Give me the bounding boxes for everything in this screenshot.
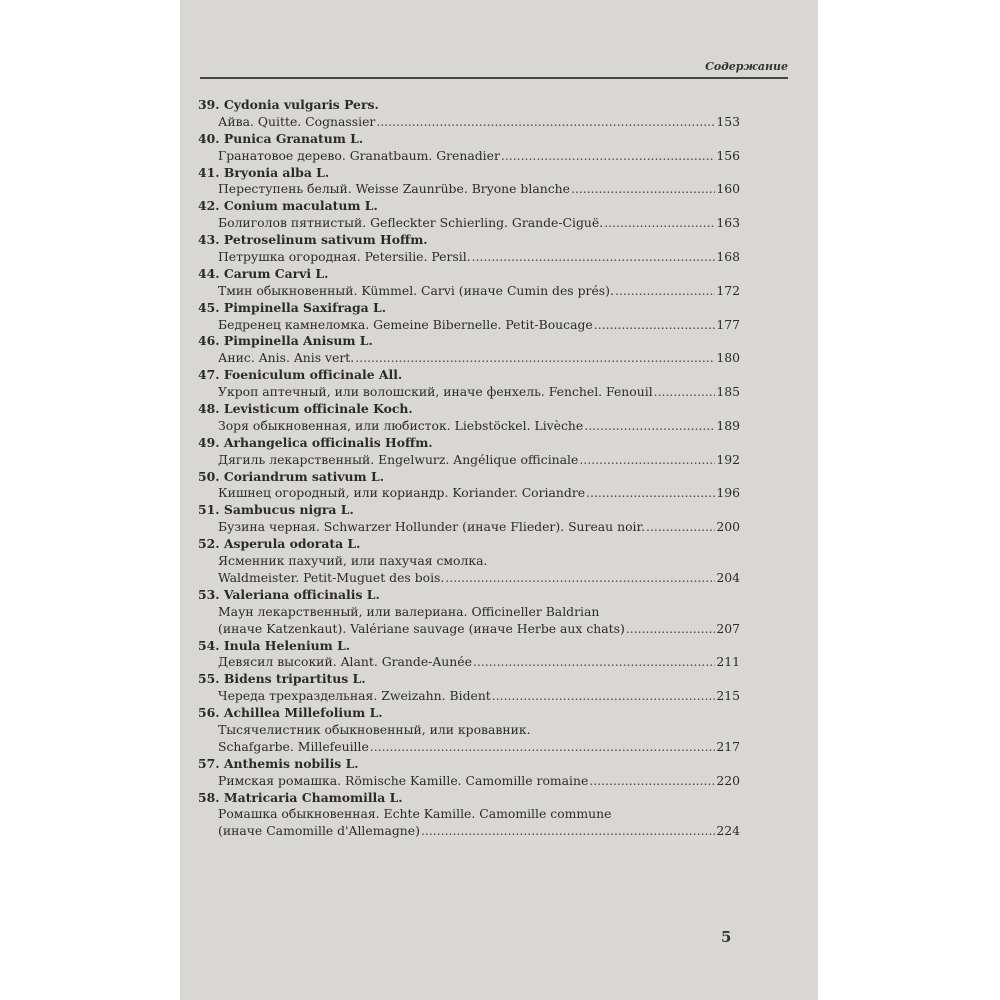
entry-number: 54. (198, 637, 220, 653)
latin-name: Bidens tripartitus L. (223, 671, 366, 687)
toc-entry-title (198, 198, 740, 215)
latin-name: Coriandrum sativum L. (223, 468, 385, 484)
toc-entry-title (198, 502, 740, 519)
common-names-line (198, 384, 740, 401)
latin-name: Bryonia alba L. (223, 164, 330, 180)
toc-entry (198, 536, 740, 587)
page-ref: 200 (716, 519, 740, 535)
entry-number: 53. (198, 586, 220, 602)
entry-number: 39. (198, 97, 220, 112)
toc-entry-title (198, 587, 740, 604)
page-ref: 160 (716, 181, 740, 197)
common-names: Петрушка огородная. Petersilie. Persil. (218, 249, 471, 265)
page-ref: 153 (716, 113, 740, 129)
dot-leader (646, 519, 715, 536)
entry-number: 43. (198, 232, 220, 248)
toc-entry-title (198, 705, 740, 722)
entry-number: 55. (198, 671, 220, 687)
toc-entry (198, 165, 740, 199)
dot-leader (370, 739, 716, 756)
page-ref: 192 (716, 451, 740, 467)
dot-leader (376, 114, 715, 131)
entry-number: 57. (198, 755, 220, 771)
toc-entry (198, 97, 740, 131)
entry-number: 45. (198, 299, 220, 315)
running-head: Содержание (705, 60, 788, 73)
common-names: Тмин обыкновенный. Kümmel. Carvi (иначе Cumin des prés). (218, 282, 614, 298)
entry-number: 49. (198, 434, 220, 450)
toc-entry-title (198, 435, 740, 452)
entry-number: 50. (198, 468, 220, 484)
toc-entry (198, 367, 740, 401)
entry-number: 56. (198, 705, 220, 721)
toc-entry-title (198, 638, 740, 655)
latin-name: Anthemis nobilis L. (223, 755, 359, 771)
toc-entry (198, 266, 740, 300)
toc-entry (198, 671, 740, 705)
entry-number: 41. (198, 164, 220, 180)
dot-leader (571, 181, 715, 198)
latin-name: Matricaria Chamomilla L. (223, 789, 403, 805)
toc-entry (198, 705, 740, 756)
common-names-line (198, 317, 740, 334)
dot-leader (579, 452, 715, 469)
common-names-line (198, 688, 740, 705)
common-names: Болиголов пятнистый. Gefleckter Schierling. Grande-Ciguë. (218, 215, 604, 231)
entry-number: 51. (198, 502, 220, 518)
dot-leader (421, 823, 715, 840)
common-names-line (198, 621, 740, 638)
toc-entry (198, 502, 740, 536)
common-names-line (198, 283, 740, 300)
page-number: 5 (721, 928, 732, 946)
common-names: Дягиль лекарственный. Engelwurz. Angélique officinale (218, 451, 579, 467)
toc-entry-title (198, 266, 740, 283)
dot-leader (492, 688, 716, 705)
entry-number: 52. (198, 536, 220, 552)
common-names-line (198, 114, 740, 131)
table-of-contents (198, 97, 740, 840)
common-names: (иначе Camomille d'Allemagne) (218, 823, 420, 839)
dot-leader (355, 350, 715, 367)
latin-name: Conium maculatum L. (223, 198, 378, 214)
common-names: Череда трехраздельная. Zweizahn. Bident (218, 688, 491, 704)
page-ref: 207 (716, 620, 740, 636)
toc-entry (198, 333, 740, 367)
common-names: Бедренец камнеломка. Gemeine Bibernelle. Petit-Boucage (218, 316, 593, 332)
entry-number: 58. (198, 789, 220, 805)
common-names-line (198, 739, 740, 756)
latin-name: Punica Granatum L. (223, 130, 364, 146)
toc-entry (198, 401, 740, 435)
common-names: (иначе Katzenkaut). Valériane sauvage (иначе Herbe aux chats) (218, 620, 625, 636)
latin-name: Achillea Millefolium L. (223, 705, 383, 721)
latin-name: Inula Helenium L. (223, 637, 351, 653)
page-ref: 168 (716, 249, 740, 265)
common-names: Укроп аптечный, или волошский, иначе фенхель. Fenchel. Fenouil (218, 384, 653, 400)
latin-name: Pimpinella Anisum L. (223, 333, 373, 349)
dot-leader (472, 249, 716, 266)
common-names-line (198, 519, 740, 536)
common-names: Кишнец огородный, или кориандр. Koriander. Coriandre (218, 485, 586, 501)
entry-number: 44. (198, 265, 220, 281)
common-names: Римская ромашка. Römische Kamille. Camomille romaine (218, 772, 589, 788)
common-names-line (198, 570, 740, 587)
dot-leader (586, 485, 715, 502)
common-names-line (198, 215, 740, 232)
common-names-line: Тысячелистник обыкновенный, или кровавник. (218, 721, 531, 737)
common-names: Айва. Quitte. Cognassier (218, 113, 376, 129)
dot-leader (604, 215, 715, 232)
latin-name: Petroselinum sativum Hoffm. (223, 232, 428, 248)
toc-entry (198, 587, 740, 638)
page-ref: 224 (716, 823, 740, 839)
toc-entry (198, 435, 740, 469)
page-ref: 185 (716, 384, 740, 400)
toc-entry-title (198, 401, 740, 418)
common-names-line (198, 181, 740, 198)
latin-name: Levisticum officinale Koch. (223, 401, 413, 417)
page-ref: 196 (716, 485, 740, 501)
dot-leader (615, 283, 715, 300)
toc-entry-title (198, 469, 740, 486)
latin-name: Foeniculum officinale All. (223, 367, 403, 383)
dot-leader (473, 654, 715, 671)
toc-entry (198, 131, 740, 165)
toc-entry-title (198, 671, 740, 688)
common-names: Бузина черная. Schwarzer Hollunder (иначе Flieder). Sureau noir. (218, 519, 646, 535)
toc-entry-title (198, 300, 740, 317)
toc-entry-title (198, 536, 740, 553)
common-names-line (198, 452, 740, 469)
dot-leader (445, 570, 715, 587)
common-names: Анис. Anis. Anis vert. (218, 350, 355, 366)
toc-entry (198, 638, 740, 672)
common-names: Schafgarbe. Millefeuille (218, 738, 369, 754)
common-names: Гранатовое дерево. Granatbaum. Grenadier (218, 147, 500, 163)
toc-entry-title (198, 367, 740, 384)
page-ref: 189 (716, 417, 740, 433)
toc-entry-title (198, 232, 740, 249)
page-ref: 220 (716, 772, 740, 788)
common-names-line (198, 823, 740, 840)
header-rule (200, 77, 788, 79)
common-names-line: Ясменник пахучий, или пахучая смолка. (218, 553, 488, 569)
latin-name: Asperula odorata L. (223, 536, 361, 552)
page-ref: 211 (716, 654, 740, 670)
page-ref: 156 (716, 147, 740, 163)
page-ref: 163 (716, 215, 740, 231)
toc-entry (198, 469, 740, 503)
common-names-line (198, 654, 740, 671)
dot-leader (589, 773, 715, 790)
dot-leader (584, 418, 715, 435)
page-ref: 204 (716, 569, 740, 585)
latin-name: Valeriana officinalis L. (223, 586, 380, 602)
toc-entry-title (198, 333, 740, 350)
page-ref: 215 (716, 688, 740, 704)
dot-leader (654, 384, 716, 401)
toc-entry (198, 232, 740, 266)
entry-number: 42. (198, 198, 220, 214)
common-names: Зоря обыкновенная, или любисток. Liebstöckel. Livèche (218, 417, 584, 433)
toc-entry-title (198, 97, 740, 114)
entry-number: 46. (198, 333, 220, 349)
latin-name: Arhangelica officinalis Hoffm. (223, 434, 433, 450)
common-names-line: Ромашка обыкновенная. Echte Kamille. Camomille commune (218, 806, 612, 822)
latin-name: Carum Carvi L. (223, 265, 329, 281)
latin-name: Pimpinella Saxifraga L. (223, 299, 387, 315)
entry-number: 47. (198, 367, 220, 383)
page-ref: 172 (716, 282, 740, 298)
page-ref: 180 (716, 350, 740, 366)
toc-entry-title (198, 756, 740, 773)
dot-leader (501, 148, 715, 165)
common-names: Девясил высокий. Alant. Grande-Aunée (218, 654, 472, 670)
dot-leader (626, 621, 716, 638)
toc-entry-title (198, 790, 740, 807)
common-names: Waldmeister. Petit-Muguet des bois. (218, 569, 445, 585)
common-names-line (198, 773, 740, 790)
common-names-line (198, 485, 740, 502)
common-names-line (198, 350, 740, 367)
toc-entry-title (198, 131, 740, 148)
book-page (180, 0, 818, 1000)
common-names-line: Маун лекарственный, или валериана. Officineller Baldrian (218, 603, 600, 619)
toc-entry (198, 300, 740, 334)
entry-number: 40. (198, 130, 220, 146)
common-names-line (198, 148, 740, 165)
common-names-line (198, 249, 740, 266)
dot-leader (594, 317, 716, 334)
latin-name: Cydonia vulgaris Pers. (223, 97, 379, 112)
toc-entry (198, 756, 740, 790)
entry-number: 48. (198, 401, 220, 417)
page-ref: 217 (716, 738, 740, 754)
common-names-line (198, 418, 740, 435)
latin-name: Sambucus nigra L. (223, 502, 354, 518)
page-ref: 177 (716, 316, 740, 332)
toc-entry (198, 198, 740, 232)
toc-entry (198, 790, 740, 841)
toc-entry-title (198, 165, 740, 182)
common-names: Переступень белый. Weisse Zaunrübe. Bryone blanche (218, 181, 570, 197)
